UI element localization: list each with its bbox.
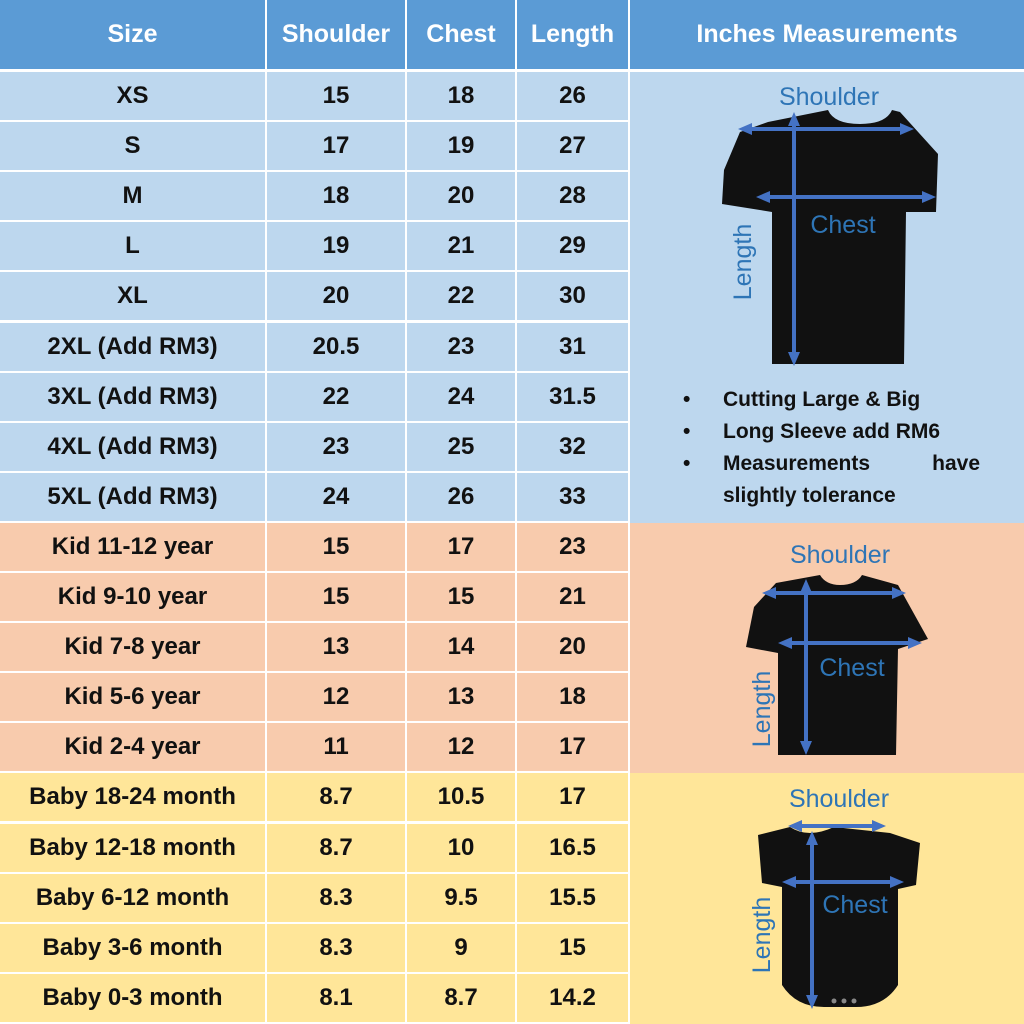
- shoulder-cell: 13: [267, 623, 407, 673]
- size-cell: Kid 11-12 year: [0, 523, 267, 573]
- header-length: Length: [517, 0, 630, 72]
- adult-measurement-panel: [630, 72, 1024, 523]
- note-item: [680, 448, 980, 512]
- note-text: Measurements have slightly tolerance: [723, 452, 980, 507]
- shoulder-cell: 8.3: [267, 874, 407, 924]
- adult-size-row: [0, 222, 630, 272]
- length-cell: 21: [517, 573, 630, 623]
- baby-size-row: [0, 874, 630, 924]
- baby-size-row: [0, 974, 630, 1024]
- shoulder-cell: 17: [267, 122, 407, 172]
- length-cell: 29: [517, 222, 630, 272]
- chest-cell: 17: [407, 523, 517, 573]
- adult-size-row: [0, 122, 630, 172]
- chest-cell: 20: [407, 172, 517, 222]
- header-shoulder: Shoulder: [267, 0, 407, 72]
- length-cell: 28: [517, 172, 630, 222]
- bullet-icon: •: [683, 420, 691, 443]
- length-cell: 23: [517, 523, 630, 573]
- length-cell: 17: [517, 723, 630, 773]
- notes-list: [680, 384, 980, 512]
- length-cell: 33: [517, 473, 630, 523]
- chest-cell: 18: [407, 72, 517, 122]
- shoulder-cell: 18: [267, 172, 407, 222]
- size-cell: L: [0, 222, 267, 272]
- note-item: [680, 416, 980, 448]
- adult-shoulder-label: Shoulder: [778, 83, 880, 111]
- adult-length-label: Length: [729, 223, 757, 301]
- chest-cell: 9: [407, 924, 517, 974]
- shoulder-cell: 8.7: [267, 773, 407, 823]
- shoulder-cell: 8.1: [267, 974, 407, 1024]
- size-cell: Baby 6-12 month: [0, 874, 267, 924]
- shoulder-cell: 23: [267, 423, 407, 473]
- adult-size-row: [0, 72, 630, 122]
- shoulder-cell: 12: [267, 673, 407, 723]
- kid-tshirt-icon: [630, 523, 1024, 773]
- length-cell: 18: [517, 673, 630, 723]
- kid-shoulder-label: Shoulder: [789, 541, 891, 569]
- adult-size-row: [0, 473, 630, 523]
- kid-size-row: [0, 723, 630, 773]
- note-text: Cutting Large & Big: [723, 388, 921, 411]
- shoulder-cell: 20.5: [267, 323, 407, 373]
- length-cell: 16.5: [517, 824, 630, 874]
- length-cell: 17: [517, 773, 630, 823]
- shoulder-cell: 15: [267, 72, 407, 122]
- chest-cell: 21: [407, 222, 517, 272]
- chest-cell: 12: [407, 723, 517, 773]
- chest-cell: 22: [407, 272, 517, 322]
- length-cell: 31.5: [517, 373, 630, 423]
- adult-size-row: [0, 373, 630, 423]
- length-cell: 27: [517, 122, 630, 172]
- size-cell: Kid 7-8 year: [0, 623, 267, 673]
- bullet-icon: •: [683, 452, 691, 475]
- baby-length-label: Length: [748, 896, 776, 974]
- chest-cell: 10: [407, 824, 517, 874]
- baby-chest-label: Chest: [822, 891, 888, 919]
- length-cell: 26: [517, 72, 630, 122]
- chest-cell: 15: [407, 573, 517, 623]
- length-cell: 20: [517, 623, 630, 673]
- shoulder-cell: 8.7: [267, 824, 407, 874]
- baby-size-row: [0, 773, 630, 823]
- baby-size-row: [0, 924, 630, 974]
- kid-measurement-panel: [630, 523, 1024, 773]
- shoulder-cell: 22: [267, 373, 407, 423]
- length-cell: 31: [517, 323, 630, 373]
- chest-cell: 24: [407, 373, 517, 423]
- size-cell: Baby 3-6 month: [0, 924, 267, 974]
- size-cell: XL: [0, 272, 267, 322]
- size-cell: Baby 12-18 month: [0, 824, 267, 874]
- chest-cell: 13: [407, 673, 517, 723]
- shoulder-cell: 15: [267, 523, 407, 573]
- size-cell: M: [0, 172, 267, 222]
- chest-cell: 23: [407, 323, 517, 373]
- kid-size-row: [0, 623, 630, 673]
- baby-shoulder-label: Shoulder: [788, 785, 890, 813]
- shoulder-cell: 24: [267, 473, 407, 523]
- baby-measurement-panel: [630, 773, 1024, 1024]
- baby-size-row: [0, 824, 630, 874]
- baby-bodysuit-icon: [630, 773, 1024, 1024]
- kid-size-row: [0, 573, 630, 623]
- length-cell: 14.2: [517, 974, 630, 1024]
- chest-cell: 10.5: [407, 773, 517, 823]
- chest-cell: 14: [407, 623, 517, 673]
- size-cell: 5XL (Add RM3): [0, 473, 267, 523]
- chest-cell: 9.5: [407, 874, 517, 924]
- kid-chest-label: Chest: [819, 654, 885, 682]
- size-cell: Baby 18-24 month: [0, 773, 267, 823]
- size-cell: Baby 0-3 month: [0, 974, 267, 1024]
- adult-size-row: [0, 423, 630, 473]
- kid-size-row: [0, 673, 630, 723]
- size-cell: XS: [0, 72, 267, 122]
- header-size: Size: [0, 0, 267, 72]
- note-text: Long Sleeve add RM6: [723, 420, 941, 443]
- chest-cell: 8.7: [407, 974, 517, 1024]
- adult-size-row: [0, 272, 630, 322]
- bullet-icon: •: [683, 388, 691, 411]
- adult-size-row: [0, 172, 630, 222]
- shoulder-cell: 20: [267, 272, 407, 322]
- length-cell: 32: [517, 423, 630, 473]
- chest-cell: 19: [407, 122, 517, 172]
- note-item: [680, 384, 980, 416]
- adult-size-row: [0, 323, 630, 373]
- chest-cell: 26: [407, 473, 517, 523]
- kid-length-label: Length: [748, 670, 776, 748]
- shoulder-cell: 19: [267, 222, 407, 272]
- header-chest: Chest: [407, 0, 517, 72]
- chest-cell: 25: [407, 423, 517, 473]
- shoulder-cell: 8.3: [267, 924, 407, 974]
- adult-chest-label: Chest: [810, 211, 876, 239]
- size-cell: Kid 2-4 year: [0, 723, 267, 773]
- kid-size-row: [0, 523, 630, 573]
- size-cell: 4XL (Add RM3): [0, 423, 267, 473]
- shoulder-cell: 11: [267, 723, 407, 773]
- size-cell: 2XL (Add RM3): [0, 323, 267, 373]
- size-cell: Kid 9-10 year: [0, 573, 267, 623]
- shoulder-cell: 15: [267, 573, 407, 623]
- size-cell: 3XL (Add RM3): [0, 373, 267, 423]
- size-cell: S: [0, 122, 267, 172]
- size-cell: Kid 5-6 year: [0, 673, 267, 723]
- length-cell: 15: [517, 924, 630, 974]
- header-measurements: Inches Measurements: [630, 0, 1024, 72]
- length-cell: 30: [517, 272, 630, 322]
- length-cell: 15.5: [517, 874, 630, 924]
